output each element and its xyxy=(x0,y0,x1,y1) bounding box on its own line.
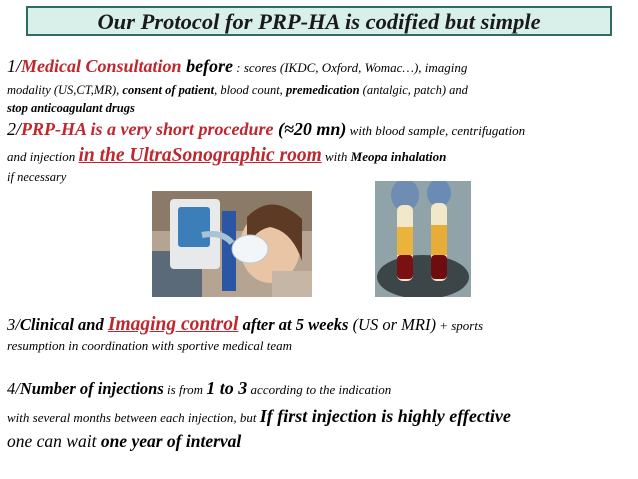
s1-line3: stop anticoagulant drugs xyxy=(7,101,135,115)
s2-text2c: with xyxy=(321,149,351,164)
s2-meopa: Meopa inhalation xyxy=(350,149,447,164)
s4-text2a: with several months between each injection, but xyxy=(7,410,260,425)
patient-inhalation-photo xyxy=(152,191,312,297)
s2-number: 2/ xyxy=(7,119,22,139)
s2-line1 xyxy=(7,119,525,140)
s2-heading: PRP-HA is a very short procedure xyxy=(21,119,274,139)
s4-line2 xyxy=(7,406,511,427)
s4-number: 4/ xyxy=(7,379,20,398)
s4-indication: according to the indication xyxy=(247,382,392,397)
s4-is-from: is from xyxy=(163,382,207,397)
s3-line1 xyxy=(7,314,483,336)
s4-one-year: one year of interval xyxy=(100,431,242,451)
s1-text2a: modality (US,CT,MR), xyxy=(7,83,123,97)
s4-line1 xyxy=(7,378,391,399)
s2-text1: with blood sample, centrifugation xyxy=(346,123,526,138)
s1-heading: Medical Consultation xyxy=(21,56,182,76)
s2-line2 xyxy=(7,145,446,167)
s1-premedication: premedication xyxy=(285,83,360,97)
s3-after: after at 5 weeks xyxy=(238,315,349,334)
s2-us-room: in the UltraSonographic room xyxy=(78,145,322,166)
prp-tubes-photo xyxy=(375,181,471,297)
s1-text1: : scores (IKDC, Oxford, Womac…), imaging xyxy=(233,60,468,75)
s4-text3a: one can wait xyxy=(7,431,101,451)
s1-text2c: , blood count, xyxy=(214,83,286,97)
s3-line2: resumption in coordination with sportive medical team xyxy=(7,338,293,353)
s2-line3: if necessary xyxy=(7,170,67,184)
slide-title: Our Protocol for PRP-HA is codified but simple xyxy=(26,6,612,36)
s1-text2e: (antalgic, patch) and xyxy=(359,83,468,97)
s1-number: 1/ xyxy=(7,56,22,76)
s1-line2 xyxy=(7,83,468,98)
s3-us-mri: (US or MRI) xyxy=(348,315,436,334)
s2-duration: (≈20 mn) xyxy=(278,119,347,139)
s1-before: before xyxy=(186,56,234,76)
s4-line3 xyxy=(7,431,241,452)
s3-number: 3/ xyxy=(7,315,20,334)
s1-line1 xyxy=(7,56,467,77)
s3-clinical: Clinical and xyxy=(19,315,108,334)
s2-text2a: and injection xyxy=(7,149,79,164)
s3-sports: + sports xyxy=(435,318,484,333)
s4-range: 1 to 3 xyxy=(206,378,248,398)
s1-consent: consent of patient xyxy=(122,83,215,97)
s3-imaging-control: Imaging control xyxy=(107,314,239,335)
s4-number-injections: Number of injections xyxy=(19,379,164,398)
s4-highly-effective: If first injection is highly effective xyxy=(259,406,511,426)
